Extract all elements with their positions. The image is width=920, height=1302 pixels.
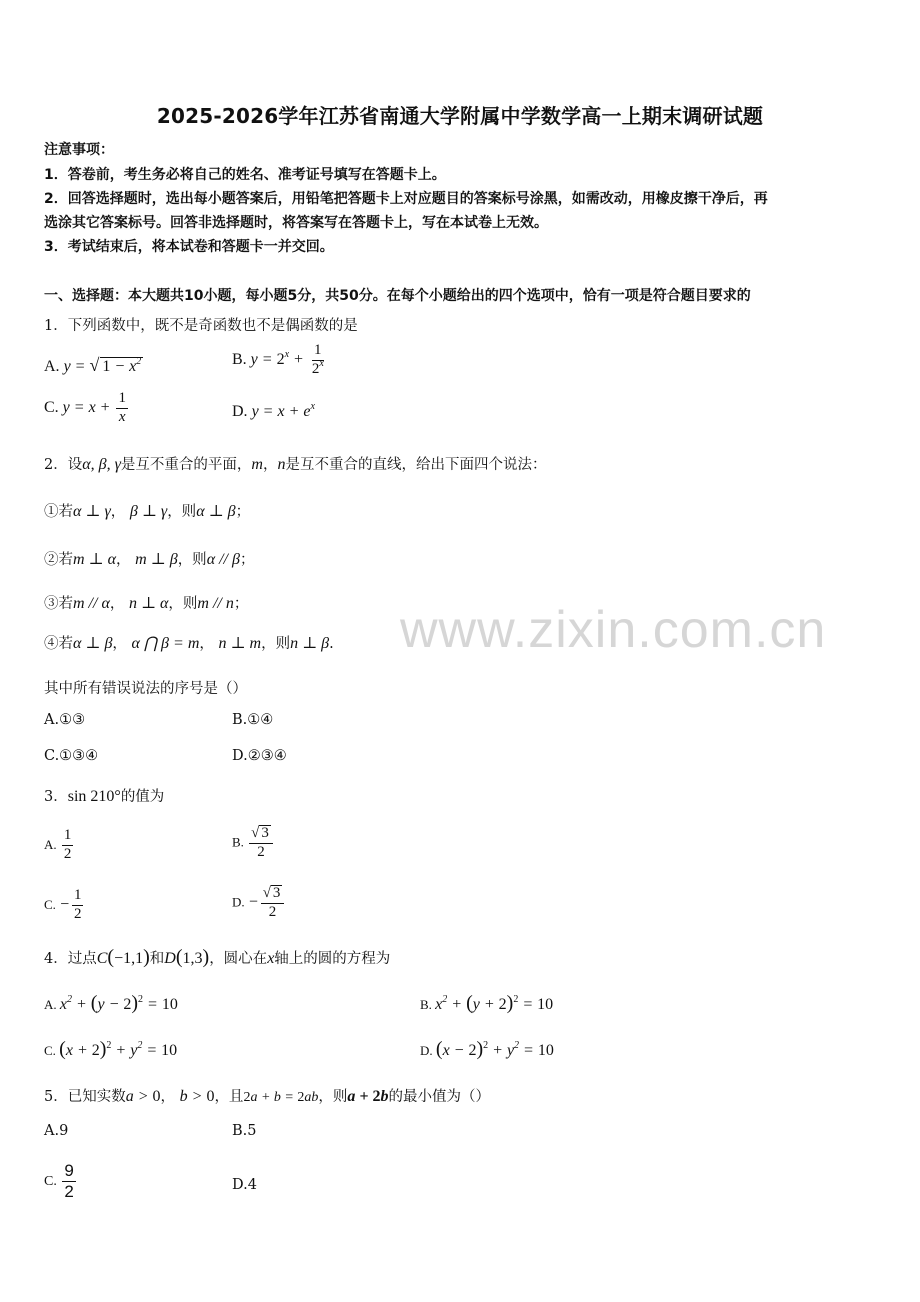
- watermark: www.zixin.com.cn: [400, 601, 827, 659]
- q2-option-a: A.①③: [44, 712, 86, 728]
- q3-option-b: B. $\frac{√ 3}{2}$: [232, 825, 275, 861]
- q4-option-b: B. $x^2 + (y + 2)^2 = 10$: [420, 992, 554, 1014]
- notice-item-2-cont: 选涂其它答案标号。回答非选择题时，将答案写在答题卡上，写在本试卷上无效。: [44, 215, 548, 231]
- notice-item-3: 3．考试结束后，将本试卷和答题卡一并交回。: [44, 239, 334, 255]
- section-heading: 一、选择题：本大题共10小题，每小题5分，共50分。在每个小题给出的四个选项中，恰有一项是符合题目要求的: [44, 288, 751, 304]
- q2-statement-1: ①若α ⊥ γ， β ⊥ γ，则α ⊥ β；: [44, 503, 251, 520]
- q4-stem: 4．过点C(−1,1)和D(1,3)，圆心在x轴上的圆的方程为: [44, 946, 391, 968]
- notice-heading: 注意事项：: [44, 142, 114, 158]
- q2-statement-2: ②若m ⊥ α， m ⊥ β，则α // β；: [44, 551, 255, 568]
- q2-option-c: C.①③④: [44, 748, 99, 764]
- notice-item-1: 1．答卷前，考生务必将自己的姓名、准考证号填写在答题卡上。: [44, 167, 446, 183]
- q3-stem: 3．sin 210°的值为: [44, 788, 165, 805]
- notice-item-2: 2．回答选择题时，选出每小题答案后，用铅笔把答题卡上对应题目的答案标号涂黑，如需改动，用橡皮擦干净后，再: [44, 191, 768, 207]
- q3-option-c: C. − $\frac{1}{2}$: [44, 887, 82, 922]
- q1-option-c: C. y = x + $\frac{1}{x}$: [44, 390, 126, 425]
- q5-option-a: A.9: [44, 1123, 69, 1139]
- q3-option-d: D. − $\frac{√ 3}{2}$: [232, 885, 286, 921]
- q1-option-a: A. y = √ $1 - x^2$: [44, 355, 142, 375]
- q5-stem: 5．已知实数a > 0， b > 0，且2a + b = 2ab，则a + 2b的最小值为（）: [44, 1088, 490, 1105]
- q2-option-d: D.②③④: [232, 748, 287, 764]
- q5-option-b: B.5: [232, 1123, 257, 1139]
- q2-question: 其中所有错误说法的序号是（）: [44, 681, 247, 697]
- q2-option-b: B.①④: [232, 712, 274, 728]
- q2-statement-3: ③若m // α， n ⊥ α，则m // n；: [44, 595, 249, 612]
- q5-option-d: D.4: [232, 1177, 257, 1193]
- q1-option-d: D. $y = x + e^x$: [232, 401, 315, 420]
- page-title: 2025-2026学年江苏省南通大学附属中学数学高一上期末调研试题: [156, 104, 764, 128]
- q4-option-d: D. $(x - 2)^2 + y^2 = 10$: [420, 1038, 554, 1060]
- q4-option-a: A. $x^2 + (y - 2)^2 = 10$: [44, 992, 178, 1014]
- q1-stem: 1．下列函数中，既不是奇函数也不是偶函数的是: [44, 318, 358, 334]
- q1-option-b: B. $y = 2^x$ + $\frac{1}{2^x}$: [232, 342, 324, 377]
- q2-stem: 2．设α, β, γ是互不重合的平面，m，n是互不重合的直线，给出下面四个说法：: [44, 456, 547, 473]
- q3-option-a: A. $\frac{1}{2}$: [44, 827, 72, 862]
- q2-statement-4: ④若α ⊥ β， α ⋂ β = m， n ⊥ m，则n ⊥ β.: [44, 635, 334, 652]
- q4-option-c: C. $(x + 2)^2 + y^2 = 10$: [44, 1038, 178, 1060]
- q5-option-c: C. $\frac{9}{2}$: [44, 1161, 74, 1201]
